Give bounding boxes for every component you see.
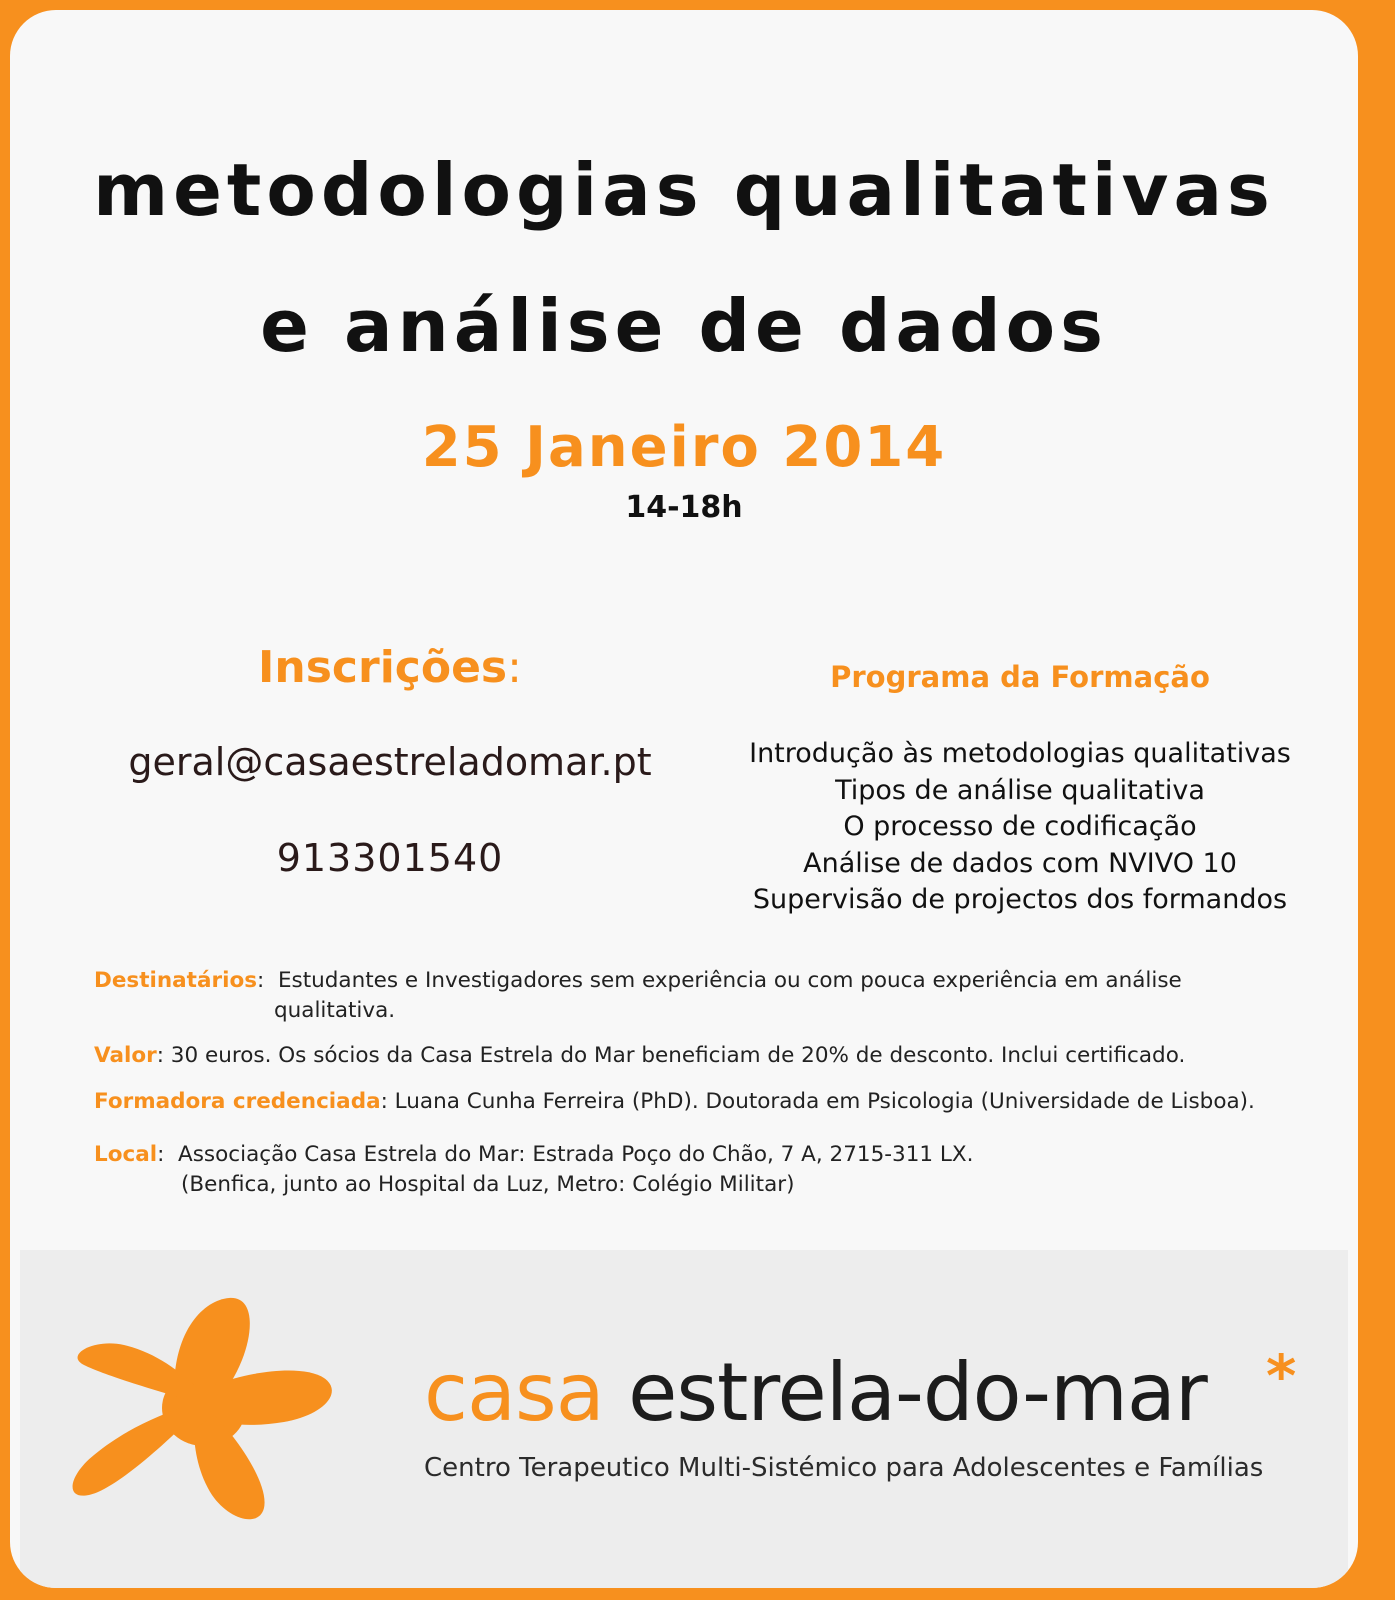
destinatarios-block: Destinatários: Estudantes e Investigadores sem experiência ou com pouca experiência em análise qualitativa. (94, 966, 1314, 1026)
title-line-2: e análise de dados (260, 284, 1108, 368)
programa-item: Tipos de análise qualitativa (835, 774, 1205, 806)
local-text-1: Associação Casa Estrela do Mar: Estrada Poço do Chão, 7 A, 2715-311 LX. (178, 1142, 974, 1167)
inscricoes-heading (110, 642, 670, 693)
event-hours: 14-18h (625, 490, 743, 525)
starfish-icon (54, 1290, 354, 1530)
footer-banner (20, 1250, 1348, 1588)
brand-word-casa: casa (424, 1346, 604, 1439)
valor-text: 30 euros. Os sócios da Casa Estrela do Mar beneficiam de 20% de desconto. Inclui certificado. (170, 1043, 1186, 1068)
programa-list (740, 736, 1300, 919)
title-line-1: metodologias qualitativas (93, 148, 1275, 232)
formadora-block: Formadora credenciada: Luana Cunha Ferreira (PhD). Doutorada em Psicologia (Universidade de Lisboa). (94, 1089, 1255, 1114)
local-text-2: (Benfica, junto ao Hospital da Luz, Metro: Colégio Militar) (181, 1172, 795, 1197)
contact-email: geral@casaestreladomar.pt (128, 740, 652, 784)
inscricoes-heading-text: Inscrições (258, 642, 508, 693)
programa-item: Introdução às metodologias qualitativas (749, 738, 1291, 769)
brand-name (424, 1346, 1207, 1439)
programa-item: Análise de dados com NVIVO 10 (803, 847, 1237, 879)
brand-subtitle: Centro Terapeutico Multi-Sistémico para Adolescentes e Famílias (424, 1453, 1264, 1483)
formadora-text: Luana Cunha Ferreira (PhD). Doutorada em Psicologia (Universidade de Lisboa). (394, 1089, 1255, 1114)
valor-block: Valor: 30 euros. Os sócios da Casa Estrela do Mar beneficiam de 20% de desconto. Inclui certificado. (94, 1043, 1186, 1068)
event-date: 25 Janeiro 2014 (421, 415, 947, 480)
contact-phone: 913301540 (276, 836, 504, 880)
destinatarios-label: Destinatários (94, 968, 258, 993)
poster-title (10, 122, 1358, 394)
destinatarios-text-1: Estudantes e Investigadores sem experiência ou com pouca experiência em análise (277, 968, 1182, 993)
local-block: Local: Associação Casa Estrela do Mar: Estrada Poço do Chão, 7 A, 2715-311 LX. (Benfica, junto ao Hospital da Luz, Metro: Colégio Militar) (94, 1140, 1314, 1200)
destinatarios-text-2: qualitativa. (274, 998, 396, 1023)
programa-heading: Programa da Formação (830, 660, 1210, 694)
poster-card (10, 10, 1358, 1588)
formadora-label: Formadora credenciada (94, 1089, 381, 1114)
programa-item: Supervisão de projectos dos formandos (752, 884, 1288, 915)
valor-label: Valor (94, 1043, 157, 1068)
local-label: Local (94, 1142, 158, 1167)
brand-word-estrela: estrela-do-mar (628, 1346, 1207, 1439)
brand-asterisk: * (1266, 1342, 1297, 1410)
inscricoes-colon: : (507, 642, 522, 693)
programa-item: O processo de codificação (843, 811, 1197, 842)
